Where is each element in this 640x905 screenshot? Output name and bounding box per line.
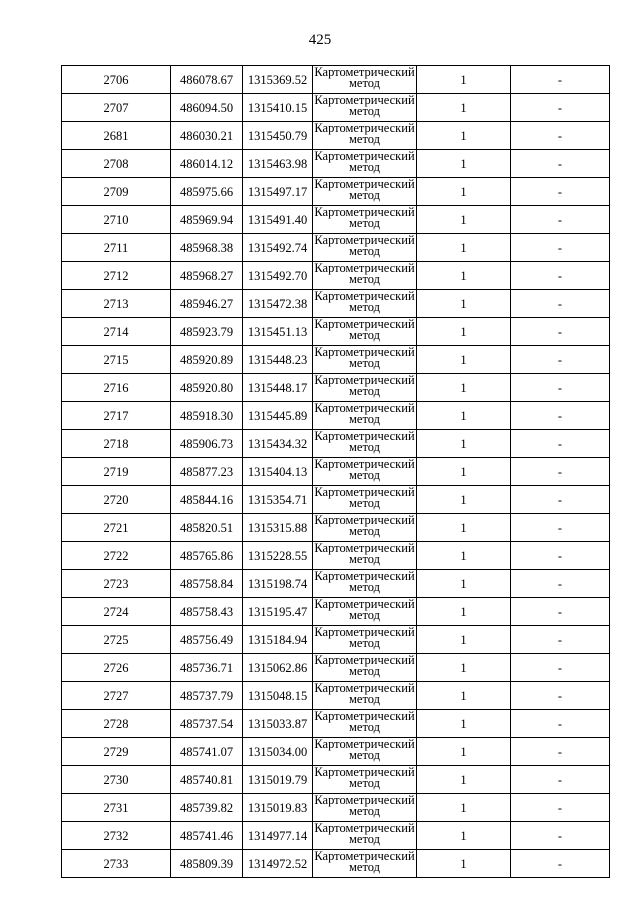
table-row [62, 234, 610, 262]
accuracy-cell: 1 [417, 122, 511, 150]
note-cell: - [511, 822, 610, 850]
point-number-cell: 2708 [62, 150, 171, 178]
method-cell [313, 486, 417, 514]
accuracy-cell: 1 [417, 738, 511, 766]
coordinate-x-cell: 485765.86 [171, 542, 243, 570]
accuracy-cell: 1 [417, 654, 511, 682]
coordinate-y-cell: 1315019.79 [243, 766, 313, 794]
method-line-1: Картометрический [314, 737, 415, 751]
method-cell [313, 626, 417, 654]
table-row [62, 206, 610, 234]
method-line-1: Картометрический [314, 93, 415, 107]
accuracy-cell: 1 [417, 486, 511, 514]
accuracy-cell: 1 [417, 262, 511, 290]
method-line-1: Картометрический [314, 149, 415, 163]
table-row [62, 682, 610, 710]
method-line-2: метод [348, 328, 380, 342]
method-line-2: метод [348, 552, 380, 566]
note-cell: - [511, 318, 610, 346]
coordinate-y-cell: 1315463.98 [243, 150, 313, 178]
method-line-2: метод [348, 160, 380, 174]
coordinate-x-cell: 486094.50 [171, 94, 243, 122]
table-row [62, 598, 610, 626]
method-cell [313, 430, 417, 458]
point-number-cell: 2726 [62, 654, 171, 682]
accuracy-cell: 1 [417, 206, 511, 234]
point-number-cell: 2732 [62, 822, 171, 850]
method-line-1: Картометрический [314, 205, 415, 219]
method-line-1: Картометрический [314, 261, 415, 275]
coordinate-x-cell: 486030.21 [171, 122, 243, 150]
accuracy-cell: 1 [417, 682, 511, 710]
coordinate-y-cell: 1315404.13 [243, 458, 313, 486]
method-line-1: Картометрический [314, 709, 415, 723]
point-number-cell: 2722 [62, 542, 171, 570]
table-row [62, 626, 610, 654]
method-cell [313, 710, 417, 738]
note-cell: - [511, 346, 610, 374]
coordinate-y-cell: 1314977.14 [243, 822, 313, 850]
method-cell [313, 374, 417, 402]
method-cell [313, 234, 417, 262]
coordinate-x-cell: 485918.30 [171, 402, 243, 430]
method-cell [313, 682, 417, 710]
method-line-2: метод [348, 300, 380, 314]
coordinate-y-cell: 1315033.87 [243, 710, 313, 738]
note-cell: - [511, 794, 610, 822]
accuracy-cell: 1 [417, 234, 511, 262]
method-cell [313, 570, 417, 598]
method-cell [313, 178, 417, 206]
table-row [62, 178, 610, 206]
point-number-cell: 2717 [62, 402, 171, 430]
coordinate-y-cell: 1315492.74 [243, 234, 313, 262]
coordinate-y-cell: 1315497.17 [243, 178, 313, 206]
method-line-1: Картометрический [314, 373, 415, 387]
coordinate-x-cell: 485758.43 [171, 598, 243, 626]
table-row [62, 346, 610, 374]
coordinate-x-cell: 486078.67 [171, 66, 243, 94]
table-row [62, 654, 610, 682]
coordinate-y-cell: 1315315.88 [243, 514, 313, 542]
coordinate-y-cell: 1315228.55 [243, 542, 313, 570]
note-cell: - [511, 682, 610, 710]
method-cell [313, 458, 417, 486]
accuracy-cell: 1 [417, 822, 511, 850]
method-line-2: метод [348, 412, 380, 426]
coordinates-table-body [62, 66, 610, 878]
method-line-1: Картометрический [314, 597, 415, 611]
note-cell: - [511, 206, 610, 234]
note-cell: - [511, 710, 610, 738]
note-cell: - [511, 262, 610, 290]
accuracy-cell: 1 [417, 178, 511, 206]
coordinate-y-cell: 1315048.15 [243, 682, 313, 710]
coordinate-x-cell: 485968.38 [171, 234, 243, 262]
coordinate-y-cell: 1315434.32 [243, 430, 313, 458]
coordinate-y-cell: 1315062.86 [243, 654, 313, 682]
method-line-2: метод [348, 804, 380, 818]
method-line-2: метод [348, 580, 380, 594]
coordinate-y-cell: 1315195.47 [243, 598, 313, 626]
method-line-1: Картометрический [314, 765, 415, 779]
point-number-cell: 2711 [62, 234, 171, 262]
method-line-2: метод [348, 216, 380, 230]
point-number-cell: 2719 [62, 458, 171, 486]
method-cell [313, 206, 417, 234]
point-number-cell: 2730 [62, 766, 171, 794]
coordinate-x-cell: 485741.46 [171, 822, 243, 850]
table-row [62, 290, 610, 318]
coordinate-y-cell: 1315492.70 [243, 262, 313, 290]
method-line-1: Картометрический [314, 401, 415, 415]
table-row [62, 738, 610, 766]
method-line-1: Картометрический [314, 177, 415, 191]
point-number-cell: 2714 [62, 318, 171, 346]
note-cell: - [511, 850, 610, 878]
point-number-cell: 2718 [62, 430, 171, 458]
method-cell [313, 66, 417, 94]
method-cell [313, 850, 417, 878]
point-number-cell: 2715 [62, 346, 171, 374]
accuracy-cell: 1 [417, 346, 511, 374]
coordinate-x-cell: 485968.27 [171, 262, 243, 290]
coordinate-x-cell: 485923.79 [171, 318, 243, 346]
table-row [62, 374, 610, 402]
method-line-2: метод [348, 608, 380, 622]
method-line-2: метод [348, 496, 380, 510]
table-row [62, 794, 610, 822]
method-line-2: метод [348, 692, 380, 706]
table-row [62, 542, 610, 570]
method-cell [313, 794, 417, 822]
accuracy-cell: 1 [417, 374, 511, 402]
accuracy-cell: 1 [417, 318, 511, 346]
method-line-1: Картометрический [314, 233, 415, 247]
coordinate-x-cell: 485969.94 [171, 206, 243, 234]
method-line-2: метод [348, 664, 380, 678]
coordinate-y-cell: 1314972.52 [243, 850, 313, 878]
method-cell [313, 654, 417, 682]
point-number-cell: 2725 [62, 626, 171, 654]
table-row [62, 570, 610, 598]
point-number-cell: 2707 [62, 94, 171, 122]
note-cell: - [511, 654, 610, 682]
note-cell: - [511, 374, 610, 402]
method-cell [313, 290, 417, 318]
accuracy-cell: 1 [417, 542, 511, 570]
method-line-2: метод [348, 384, 380, 398]
coordinate-x-cell: 485737.54 [171, 710, 243, 738]
accuracy-cell: 1 [417, 598, 511, 626]
method-line-2: метод [348, 104, 380, 118]
coordinate-y-cell: 1315448.23 [243, 346, 313, 374]
table-row [62, 430, 610, 458]
table-row [62, 122, 610, 150]
method-line-1: Картометрический [314, 121, 415, 135]
coordinate-x-cell: 486014.12 [171, 150, 243, 178]
coordinate-x-cell: 485820.51 [171, 514, 243, 542]
coordinate-x-cell: 485736.71 [171, 654, 243, 682]
accuracy-cell: 1 [417, 150, 511, 178]
table-row [62, 94, 610, 122]
point-number-cell: 2721 [62, 514, 171, 542]
accuracy-cell: 1 [417, 570, 511, 598]
method-line-2: метод [348, 132, 380, 146]
note-cell: - [511, 430, 610, 458]
method-line-1: Картометрический [314, 289, 415, 303]
method-line-2: метод [348, 720, 380, 734]
method-line-2: метод [348, 468, 380, 482]
coordinate-y-cell: 1315445.89 [243, 402, 313, 430]
method-line-2: метод [348, 636, 380, 650]
accuracy-cell: 1 [417, 94, 511, 122]
coordinate-x-cell: 485737.79 [171, 682, 243, 710]
method-cell [313, 738, 417, 766]
coordinate-x-cell: 485809.39 [171, 850, 243, 878]
note-cell: - [511, 66, 610, 94]
note-cell: - [511, 234, 610, 262]
method-line-1: Картометрический [314, 541, 415, 555]
method-line-1: Картометрический [314, 485, 415, 499]
coordinate-x-cell: 485741.07 [171, 738, 243, 766]
method-line-1: Картометрический [314, 653, 415, 667]
note-cell: - [511, 626, 610, 654]
method-line-2: метод [348, 440, 380, 454]
accuracy-cell: 1 [417, 402, 511, 430]
accuracy-cell: 1 [417, 290, 511, 318]
point-number-cell: 2710 [62, 206, 171, 234]
method-line-2: метод [348, 188, 380, 202]
page-number: 425 [308, 32, 332, 48]
coordinate-y-cell: 1315198.74 [243, 570, 313, 598]
point-number-cell: 2713 [62, 290, 171, 318]
coordinate-y-cell: 1315448.17 [243, 374, 313, 402]
method-cell [313, 122, 417, 150]
point-number-cell: 2727 [62, 682, 171, 710]
method-line-1: Картометрический [314, 457, 415, 471]
accuracy-cell: 1 [417, 794, 511, 822]
point-number-cell: 2733 [62, 850, 171, 878]
note-cell: - [511, 486, 610, 514]
method-cell [313, 150, 417, 178]
point-number-cell: 2728 [62, 710, 171, 738]
method-line-1: Картометрический [314, 569, 415, 583]
method-line-2: метод [348, 524, 380, 538]
coordinate-x-cell: 485906.73 [171, 430, 243, 458]
table-row [62, 66, 610, 94]
table-row [62, 850, 610, 878]
method-line-2: метод [348, 748, 380, 762]
coordinate-y-cell: 1315034.00 [243, 738, 313, 766]
method-line-2: метод [348, 76, 380, 90]
note-cell: - [511, 150, 610, 178]
accuracy-cell: 1 [417, 514, 511, 542]
note-cell: - [511, 738, 610, 766]
point-number-cell: 2709 [62, 178, 171, 206]
coordinate-x-cell: 485920.89 [171, 346, 243, 374]
coordinate-y-cell: 1315450.79 [243, 122, 313, 150]
table-row [62, 514, 610, 542]
table-row [62, 458, 610, 486]
table-row [62, 766, 610, 794]
coordinate-x-cell: 485920.80 [171, 374, 243, 402]
note-cell: - [511, 766, 610, 794]
coordinate-y-cell: 1315019.83 [243, 794, 313, 822]
note-cell: - [511, 542, 610, 570]
note-cell: - [511, 570, 610, 598]
coordinate-y-cell: 1315451.13 [243, 318, 313, 346]
coordinate-x-cell: 485844.16 [171, 486, 243, 514]
method-line-1: Картометрический [314, 513, 415, 527]
method-cell [313, 766, 417, 794]
note-cell: - [511, 402, 610, 430]
method-cell [313, 402, 417, 430]
method-line-2: метод [348, 244, 380, 258]
method-line-1: Картометрический [314, 317, 415, 331]
table-row [62, 262, 610, 290]
method-cell [313, 514, 417, 542]
point-number-cell: 2723 [62, 570, 171, 598]
method-line-1: Картометрический [314, 345, 415, 359]
method-line-2: метод [348, 356, 380, 370]
method-line-2: метод [348, 272, 380, 286]
table-row [62, 150, 610, 178]
method-cell [313, 822, 417, 850]
method-line-2: метод [348, 832, 380, 846]
accuracy-cell: 1 [417, 626, 511, 654]
accuracy-cell: 1 [417, 766, 511, 794]
note-cell: - [511, 290, 610, 318]
method-line-2: метод [348, 860, 380, 874]
note-cell: - [511, 178, 610, 206]
point-number-cell: 2706 [62, 66, 171, 94]
note-cell: - [511, 458, 610, 486]
note-cell: - [511, 122, 610, 150]
coordinate-x-cell: 485739.82 [171, 794, 243, 822]
accuracy-cell: 1 [417, 66, 511, 94]
accuracy-cell: 1 [417, 710, 511, 738]
point-number-cell: 2729 [62, 738, 171, 766]
method-cell [313, 598, 417, 626]
coordinate-x-cell: 485758.84 [171, 570, 243, 598]
coordinate-y-cell: 1315410.15 [243, 94, 313, 122]
note-cell: - [511, 514, 610, 542]
method-cell [313, 94, 417, 122]
method-cell [313, 318, 417, 346]
coordinate-x-cell: 485740.81 [171, 766, 243, 794]
coordinate-x-cell: 485877.23 [171, 458, 243, 486]
table-row [62, 318, 610, 346]
table-row [62, 486, 610, 514]
coordinate-x-cell: 485975.66 [171, 178, 243, 206]
point-number-cell: 2724 [62, 598, 171, 626]
coordinate-y-cell: 1315472.38 [243, 290, 313, 318]
accuracy-cell: 1 [417, 430, 511, 458]
method-line-1: Картометрический [314, 681, 415, 695]
method-line-1: Картометрический [314, 429, 415, 443]
method-line-1: Картометрический [314, 793, 415, 807]
accuracy-cell: 1 [417, 850, 511, 878]
note-cell: - [511, 94, 610, 122]
point-number-cell: 2712 [62, 262, 171, 290]
method-line-2: метод [348, 776, 380, 790]
point-number-cell: 2731 [62, 794, 171, 822]
point-number-cell: 2716 [62, 374, 171, 402]
coordinate-y-cell: 1315369.52 [243, 66, 313, 94]
coordinate-y-cell: 1315354.71 [243, 486, 313, 514]
method-line-1: Картометрический [314, 821, 415, 835]
coordinate-x-cell: 485756.49 [171, 626, 243, 654]
method-cell [313, 262, 417, 290]
coordinate-y-cell: 1315491.40 [243, 206, 313, 234]
accuracy-cell: 1 [417, 458, 511, 486]
coordinates-table [61, 65, 610, 878]
point-number-cell: 2681 [62, 122, 171, 150]
point-number-cell: 2720 [62, 486, 171, 514]
note-cell: - [511, 598, 610, 626]
coordinate-x-cell: 485946.27 [171, 290, 243, 318]
table-row [62, 822, 610, 850]
method-line-1: Картометрический [314, 625, 415, 639]
method-cell [313, 346, 417, 374]
table-row [62, 710, 610, 738]
method-line-1: Картометрический [314, 65, 415, 79]
table-row [62, 402, 610, 430]
coordinate-y-cell: 1315184.94 [243, 626, 313, 654]
method-cell [313, 542, 417, 570]
method-line-1: Картометрический [314, 849, 415, 863]
